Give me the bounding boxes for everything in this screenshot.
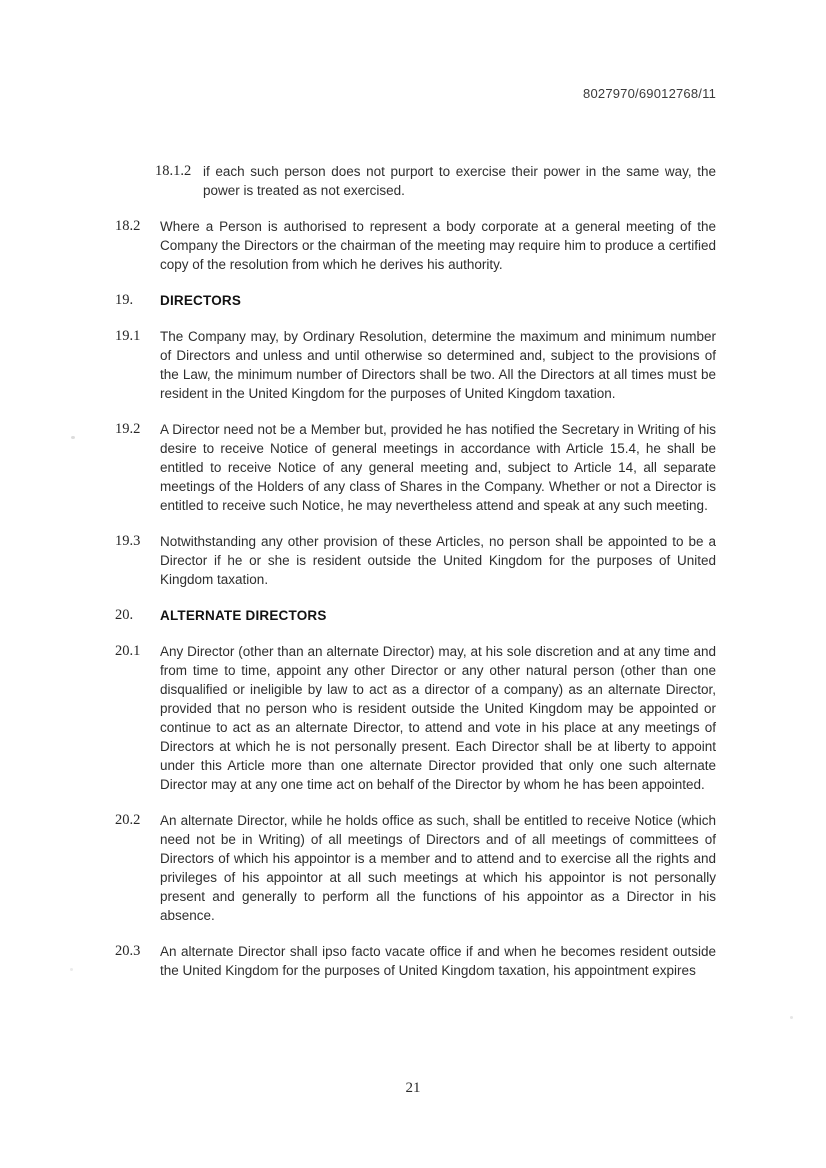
scan-speck (790, 1016, 793, 1019)
clause-text: Notwithstanding any other provision of these Articles, no person shall be appointed to be a Director if he or she is resident outside the United Kingdom for the purposes of United Kingdom taxation. (160, 534, 716, 587)
subclause-18-1-2 (155, 162, 716, 200)
page-number: 21 (405, 1080, 421, 1096)
clause-number: 20.1 (115, 643, 141, 659)
clause-20-1 (115, 642, 716, 794)
clause-text: Where a Person is authorised to represent a body corporate at a general meeting of the Company the Directors or the chairman of the meeting may require him to produce a certified copy of the resolution from which he derives his authority. (160, 219, 716, 272)
clause-19-2 (115, 420, 716, 515)
section-title: DIRECTORS (160, 293, 242, 308)
clause-text: Any Director (other than an alternate Director) may, at his sole discretion and at any time and from time to time, appoint any other Director or any other natural person (other than one disqualified or ineligible by law to act as a director of a company) as an alternate Director, provided that no person who is resident outside the United Kingdom may be appointed or continue to act as an alternate Director, to attend and vote in his place at any meetings of Directors at which he is not personally present. Each Director shall be at liberty to appoint under this Article more than one alternate Director provided that only one such alternate Director may at any one time act on behalf of the Director by whom he has been appointed. (160, 644, 716, 792)
document-body (115, 162, 716, 997)
section-heading-20-alternate-directors (115, 606, 716, 625)
section-title: ALTERNATE DIRECTORS (160, 608, 327, 623)
clause-text: The Company may, by Ordinary Resolution, determine the maximum and minimum number of Directors and unless and until otherwise so determined and, subject to the provisions of the Law, the minimum number of Directors shall be two. All the Directors at all times must be resident in the United Kingdom for the purposes of United Kingdom taxation. (160, 329, 716, 401)
clause-19-1 (115, 327, 716, 403)
scan-speck (70, 968, 73, 971)
clause-20-2 (115, 811, 716, 925)
clause-19-3 (115, 532, 716, 589)
document-reference-number: 8027970/69012768/11 (583, 86, 716, 101)
clause-text: An alternate Director shall ipso facto vacate office if and when he becomes resident outside the United Kingdom for the purposes of United Kingdom taxation, his appointment expires (160, 944, 716, 978)
clause-text: An alternate Director, while he holds office as such, shall be entitled to receive Notice (which need not be in Writing) of all meetings of Directors and of all meetings of committees of Directors of which his appointor is a member and to attend and to exercise all the rights and privileges of his appointor at all such meetings at which his appointor is not personally present and generally to perform all the functions of his appointor as a Director in his absence. (160, 813, 716, 923)
clause-number: 18.1.2 (155, 163, 192, 179)
section-heading-19-directors (115, 291, 716, 310)
section-number: 19. (115, 292, 134, 308)
clause-number: 19.2 (115, 421, 141, 437)
clause-text: if each such person does not purport to exercise their power in the same way, the power is treated as not exercised. (203, 164, 716, 198)
clause-number: 19.3 (115, 533, 141, 549)
scan-speck (71, 436, 75, 439)
clause-number: 20.3 (115, 943, 141, 959)
clause-text: A Director need not be a Member but, provided he has notified the Secretary in Writing of his desire to receive Notice of general meetings in accordance with Article 15.4, he shall be entitled to receive Notice of any general meeting and, subject to Article 14, all separate meetings of the Holders of any class of Shares in the Company. Whether or not a Director is entitled to receive such Notice, he may nevertheless attend and speak at any such meeting. (160, 422, 716, 513)
clause-number: 19.1 (115, 328, 141, 344)
clause-18-2 (115, 217, 716, 274)
clause-number: 18.2 (115, 218, 141, 234)
clause-20-3 (115, 942, 716, 980)
section-number: 20. (115, 607, 134, 623)
clause-number: 20.2 (115, 812, 141, 828)
